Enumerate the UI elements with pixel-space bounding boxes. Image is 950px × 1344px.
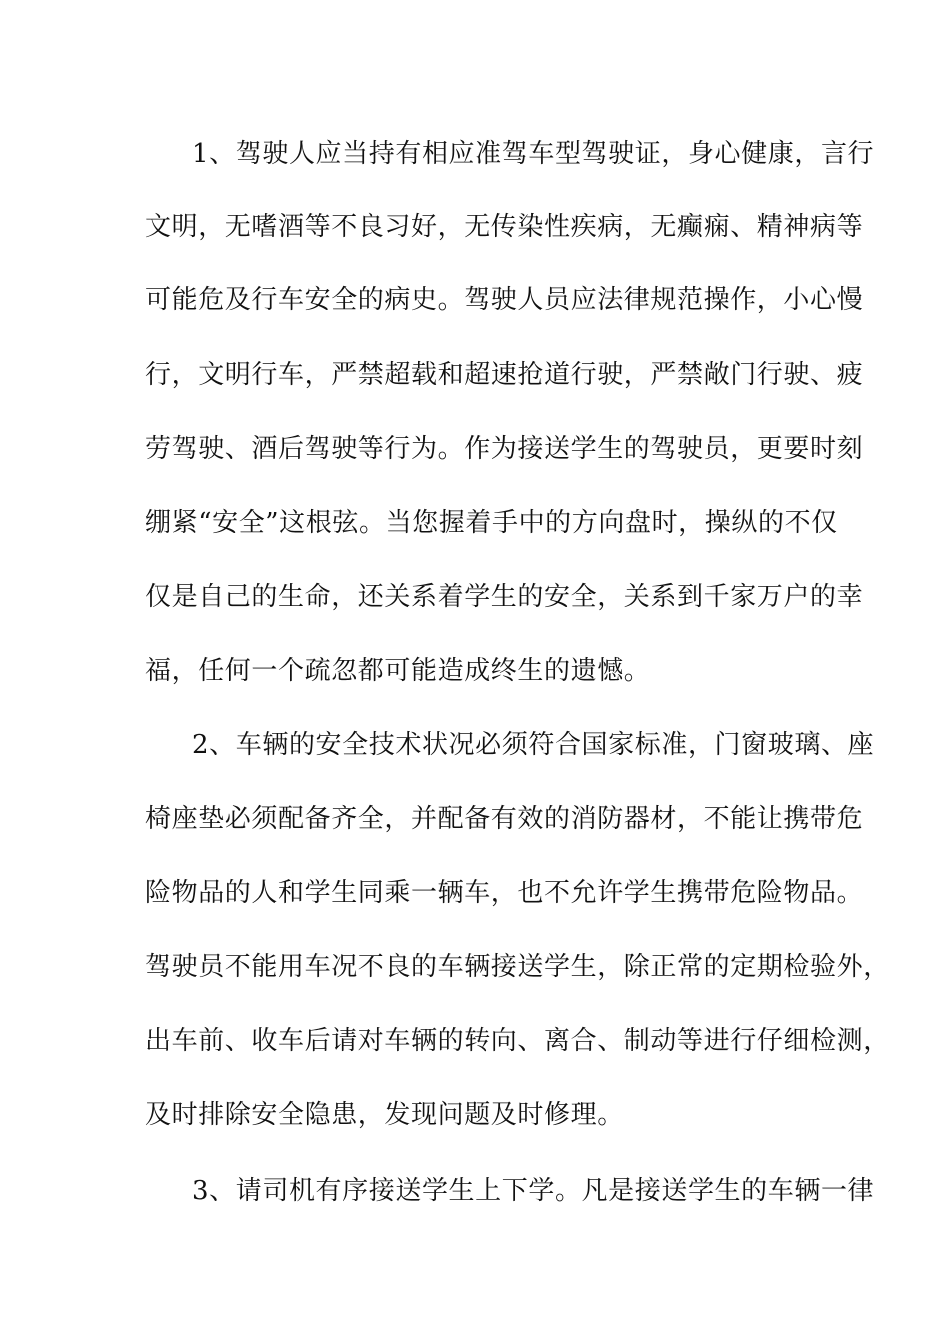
paragraph-1-line-1: 1、驾驶人应当持有相应准驾车型驾驶证，身心健康，言行: [192, 139, 875, 169]
paragraph-1-line-5: 劳驾驶、酒后驾驶等行为。作为接送学生的驾驶员，更要时刻: [145, 434, 864, 464]
paragraph-1-line-4: 行，文明行车，严禁超载和超速抢道行驶，严禁敞门行驶、疲: [145, 360, 864, 390]
paragraph-2-line-4: 驾驶员不能用车况不良的车辆接送学生，除正常的定期检验外，: [145, 952, 890, 982]
paragraph-2-line-1: 2、车辆的安全技术状况必须符合国家标准，门窗玻璃、座: [192, 730, 875, 760]
paragraph-1-line-6: 绷紧“安全”这根弦。当您握着手中的方向盘时，操纵的不仅: [145, 508, 838, 538]
paragraph-2-line-6: 及时排除安全隐患，发现问题及时修理。: [145, 1100, 624, 1130]
paragraph-2-line-2: 椅座垫必须配备齐全，并配备有效的消防器材，不能让携带危: [145, 804, 864, 834]
paragraph-1-line-2: 文明，无嗜酒等不良习好，无传染性疾病，无癫痫、精神病等: [145, 212, 864, 242]
paragraph-1-line-3: 可能危及行车安全的病史。驾驶人员应法律规范操作，小心慢: [145, 285, 864, 315]
paragraph-1-line-8: 福，任何一个疏忽都可能造成终生的遗憾。: [145, 656, 651, 686]
paragraph-2-line-3: 险物品的人和学生同乘一辆车，也不允许学生携带危险物品。: [145, 878, 864, 908]
paragraph-3-line-1: 3、请司机有序接送学生上下学。凡是接送学生的车辆一律: [192, 1176, 875, 1206]
paragraph-2-line-5: 出车前、收车后请对车辆的转向、离合、制动等进行仔细检测，: [145, 1026, 890, 1056]
paragraph-1-line-7: 仅是自己的生命，还关系着学生的安全，关系到千家万户的幸: [145, 582, 864, 612]
